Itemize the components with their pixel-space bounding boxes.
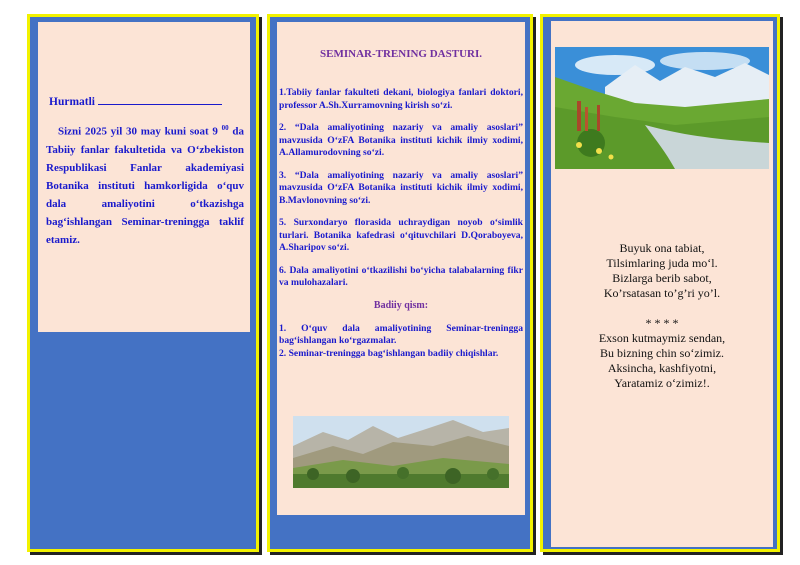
poem-line: Buyuk ona tabiat, bbox=[619, 241, 705, 255]
program-card bbox=[277, 22, 525, 515]
poem-line bbox=[551, 301, 773, 316]
art-section-title: Badiiy qism: bbox=[373, 299, 429, 311]
program-title: SEMINAR-TRENING DASTURI. bbox=[320, 48, 482, 60]
poem-line: Aksincha, kashfiyotni, bbox=[607, 361, 717, 375]
middle-panel bbox=[267, 14, 533, 552]
poem-line: Tilsimlaring juda mo‘l. bbox=[606, 256, 718, 270]
poem-line: Exson kutmaymiz sendan, bbox=[598, 331, 726, 345]
program-item: 2. “Dala amaliyotining nazariy va amaliy asoslari” mavzusida O‘zFA Botanika instituti kichik ilmiy xodimi, A.Allamurodovning so‘zi. bbox=[279, 122, 523, 158]
poem-line: Bu bizning chin so‘zimiz. bbox=[600, 346, 724, 360]
right-panel bbox=[540, 14, 780, 552]
meadow-photo bbox=[555, 47, 769, 169]
greeting: Hurmatli bbox=[46, 94, 244, 108]
poem-line: Yaratamiz o‘zimiz!. bbox=[614, 376, 710, 390]
poem-line: Ko’rsatasan to’g’ri yo’l. bbox=[603, 286, 721, 300]
poem bbox=[551, 241, 773, 391]
poem-line: Bizlarga berib sabot, bbox=[612, 271, 712, 285]
invitation-text: Sizni 2025 yil 30 may kuni soat 9 $^{00}$ da Tabiiy fanlar fakultetida va O‘zbekiston Respublikasi Fanlar akademiyasi Botanika instituti hamkorligida o‘quv dala amaliyotini o‘tkazishga bag‘ishlangan Seminar-treningga taklif etamiz. bbox=[46, 124, 245, 246]
program-item: 3. “Dala amaliyotining nazariy va amaliy asoslari” mavzusida O‘zFA Botanika instituti kichik ilmiy xodimi, B.Mavlonovning so‘zi. bbox=[279, 169, 523, 206]
time-superscript: 00 bbox=[221, 124, 229, 132]
program-item: 6. Dala amaliyotini o‘tkazilishi bo‘yicha talabalarning fikr va mulohazalari. bbox=[279, 264, 523, 288]
invitation-card bbox=[38, 22, 250, 332]
mountain-photo bbox=[293, 416, 509, 488]
art-item: 1. O‘quv dala amaliyotining Seminar-treningga bag‘ishlangan ko‘rgazmalar. bbox=[279, 322, 523, 346]
program-item: 5. Surxondaryo florasida uchraydigan noyob o‘simlik turlari. Botanika kafedrasi o‘qituvchilari D.Qoraboyeva, A.Sharipov so‘zi. bbox=[279, 217, 523, 253]
left-panel bbox=[27, 14, 259, 552]
poem-card bbox=[551, 21, 773, 547]
poem-separator: * * * * bbox=[645, 316, 679, 330]
program-item: 1.Tabiiy fanlar fakulteti dekani, biologiya fanlari doktori, professor A.Sh.Xurramovning kirish so‘zi. bbox=[279, 87, 523, 111]
art-item: 2. Seminar-treningga bag‘ishlangan badiiy chiqishlar. bbox=[279, 347, 499, 359]
name-blank-line bbox=[98, 94, 222, 105]
